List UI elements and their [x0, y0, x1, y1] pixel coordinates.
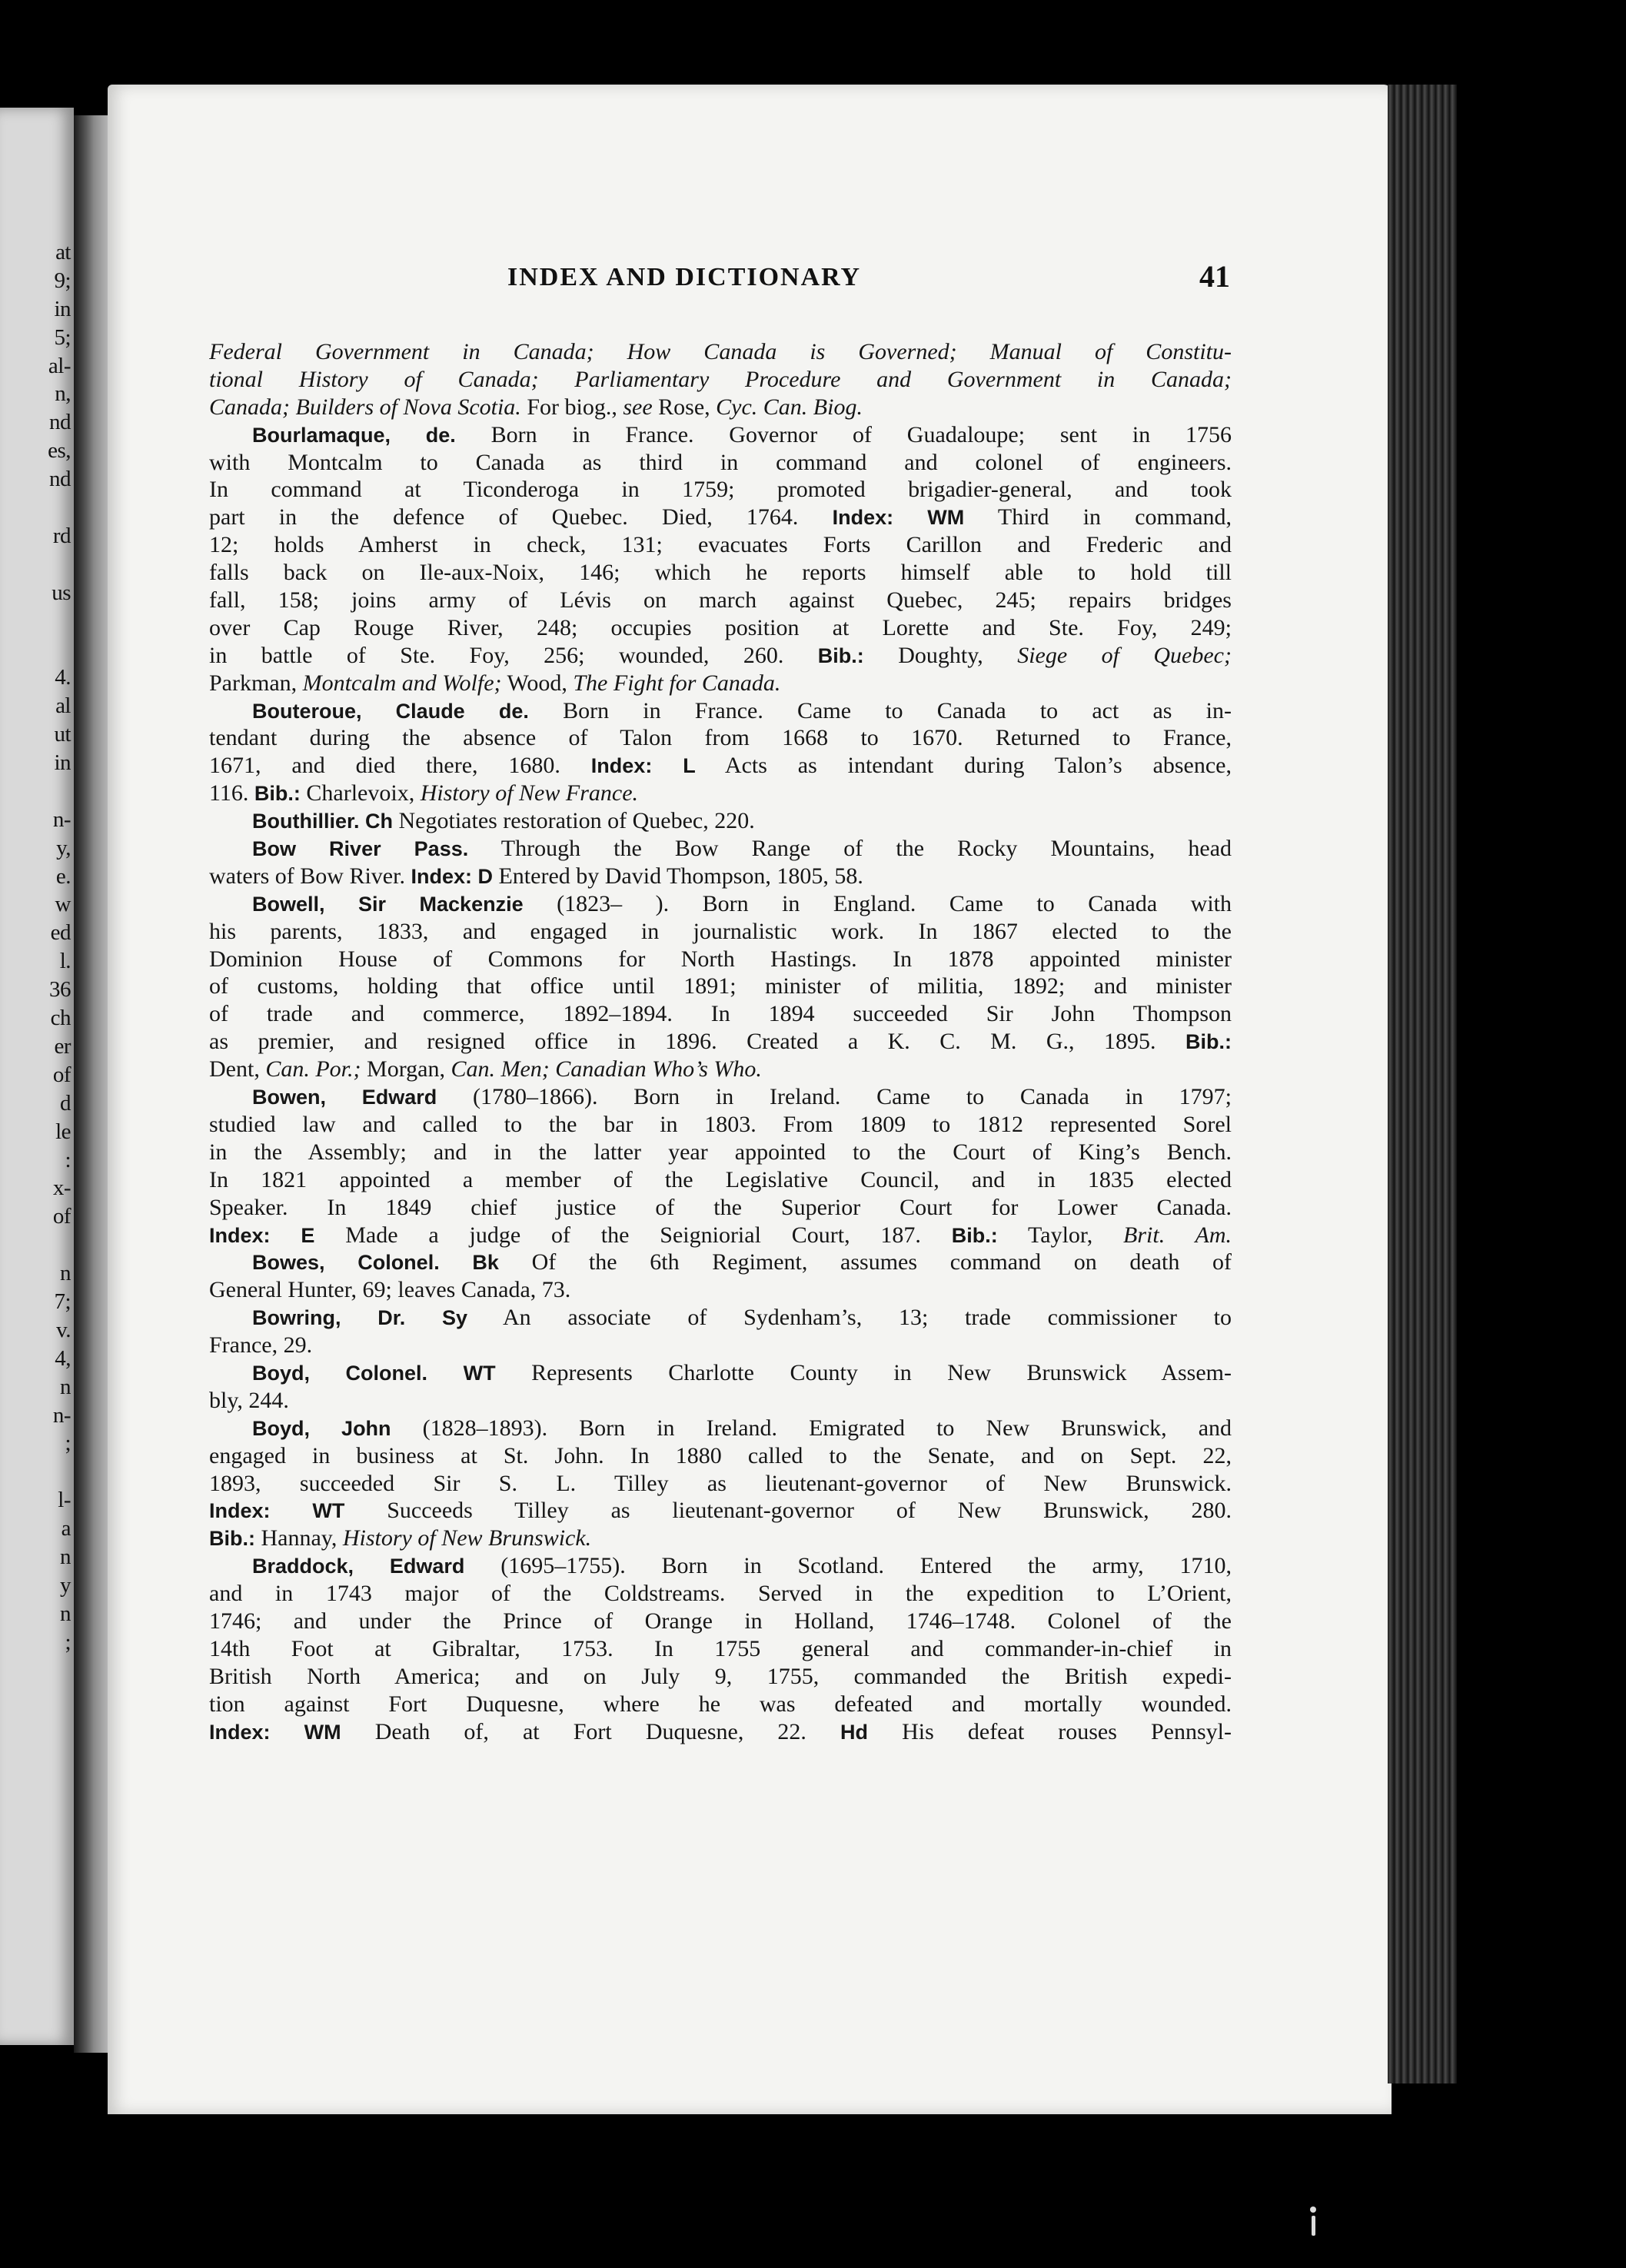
- text-segment: [893, 504, 927, 530]
- text-segment: Acts as intendant during Talon’s absence,: [695, 753, 1232, 779]
- text-segment: his parents, 1833, and engaged in journalistic work. In 1867 elected to the: [209, 918, 1232, 944]
- facing-page-fragment: ut: [54, 722, 71, 747]
- entry-keyword: Index:: [590, 754, 653, 778]
- facing-page-fragment: [0, 607, 77, 636]
- text-line: [209, 1359, 1232, 1387]
- facing-page-fragment: ed: [50, 920, 71, 946]
- text-line: [209, 1139, 1232, 1166]
- text-line: [209, 642, 1232, 670]
- text-line: [209, 614, 1232, 642]
- italic-text: The Fight for Canada.: [573, 670, 781, 696]
- text-line: [209, 476, 1232, 504]
- text-segment: Doughty,: [863, 642, 1018, 668]
- entry-keyword: Bib.:: [817, 643, 864, 667]
- facing-page-fragment: of: [52, 1062, 71, 1087]
- text-line: [209, 1249, 1232, 1276]
- text-segment: over Cap Rouge River, 248; occupies position at Lorette and Ste. Foy, 249;: [209, 614, 1232, 640]
- entry-keyword: E: [301, 1223, 315, 1247]
- italic-text: Siege of Quebec;: [1017, 642, 1232, 668]
- text-line: [209, 1083, 1232, 1111]
- text-line: [209, 1166, 1232, 1194]
- text-line: [209, 1580, 1232, 1608]
- text-segment: Death of, at Fort Duquesne, 22.: [341, 1718, 841, 1744]
- facing-page-fragment: d: [60, 1090, 71, 1116]
- text-line: [209, 587, 1232, 614]
- text-line: [209, 890, 1232, 918]
- entry-keyword: Bowes, Colonel.: [252, 1251, 440, 1275]
- facing-page-fragment: n-: [52, 806, 71, 832]
- text-line: [209, 366, 1232, 394]
- entry-keyword: Index:: [411, 864, 472, 888]
- entry-keyword: Index:: [209, 1499, 271, 1523]
- text-segment: [271, 1719, 304, 1744]
- entry-keyword: Bowring, Dr.: [252, 1306, 406, 1330]
- facing-page-fragment: a: [61, 1516, 71, 1541]
- text-segment: Entered by David Thompson, 1805, 58.: [492, 863, 863, 889]
- facing-page-fragment: rd: [52, 523, 71, 548]
- facing-page-fragment: nd: [49, 467, 71, 492]
- entry-keyword: Index:: [832, 506, 894, 530]
- text-line: [209, 421, 1232, 449]
- text-segment: His defeat rouses Pennsyl-: [868, 1718, 1232, 1744]
- facing-page-fragment: [0, 550, 77, 579]
- text-segment: British North America; and on July 9, 1755, commanded the British expedi-: [209, 1663, 1232, 1689]
- entry-keyword: WM: [927, 506, 965, 530]
- text-segment: falls back on Ile-aux-Noix, 146; which he reports himself able to hold till: [209, 560, 1232, 586]
- text-line: [209, 1056, 1232, 1083]
- facing-page-fragment: ;: [65, 1431, 71, 1456]
- text-segment: fall, 158; joins army of Lévis on march against Quebec, 245; repairs bridges: [209, 587, 1232, 614]
- facing-page-fragment: y,: [56, 835, 71, 860]
- facing-page-fragment: [0, 1231, 77, 1259]
- entry-keyword: Bib.:: [1185, 1030, 1232, 1054]
- facing-page-fragment: 4,: [55, 1345, 71, 1371]
- text-line: [209, 1000, 1232, 1028]
- text-line: [209, 531, 1232, 559]
- text-segment: Morgan,: [361, 1056, 451, 1082]
- text-segment: Negotiates restoration of Quebec, 220.: [393, 808, 755, 834]
- facing-page-fragment: n: [60, 1374, 71, 1399]
- text-segment: of trade and commerce, 1892–1894. In 1894 succeeded Sir John Thompson: [209, 1001, 1232, 1027]
- facing-page-fragment: 7;: [54, 1289, 71, 1314]
- text-segment: part in the defence of Quebec. Died, 1764.: [209, 504, 833, 530]
- italic-text: tional History of Canada; Parliamentary Procedure and Government in Canada;: [209, 366, 1232, 392]
- entry-keyword: Hd: [840, 1720, 869, 1744]
- facing-page-fragment: n: [60, 1601, 71, 1626]
- text-segment: Charlevoix,: [300, 780, 421, 806]
- text-line: [209, 863, 1232, 890]
- running-header: [200, 255, 1230, 301]
- entry-keyword: Index:: [209, 1720, 271, 1744]
- facing-page-fragment: er: [54, 1033, 71, 1059]
- italic-text: Can. Men; Canadian Who’s Who.: [451, 1056, 762, 1082]
- entry-keyword: Bowen, Edward: [252, 1086, 437, 1109]
- facing-page-fragment: in: [54, 296, 71, 321]
- facing-page-fragment: 9;: [54, 268, 71, 293]
- text-segment: [652, 753, 683, 778]
- text-segment: [405, 1305, 442, 1330]
- facing-page-fragment: n,: [55, 381, 71, 407]
- facing-page-fragment: nd: [49, 410, 71, 435]
- text-line: [209, 1276, 1232, 1304]
- entry-keyword: D: [477, 864, 493, 888]
- text-segment: Wood,: [501, 670, 574, 696]
- text-segment: Made a judge of the Seigniorial Court, 187.: [314, 1222, 952, 1248]
- text-segment: 1746; and under the Prince of Orange in Holland, 1746–1748. Colonel of the: [209, 1608, 1232, 1634]
- facing-page-fragment: 36: [49, 977, 71, 1003]
- entry-keyword: Bouteroue, Claude de.: [252, 699, 529, 723]
- text-segment: tendant during the absence of Talon from 1668 to 1670. Returned to France,: [209, 725, 1232, 751]
- facing-page-fragment: w: [55, 892, 71, 917]
- dictionary-entries: [209, 338, 1232, 1745]
- text-segment: [427, 1360, 464, 1385]
- entry-keyword: Braddock, Edward: [252, 1555, 465, 1578]
- running-title: INDEX AND DICTIONARY: [507, 263, 862, 291]
- text-line: [209, 1332, 1232, 1359]
- entry-keyword: Bib.:: [951, 1223, 998, 1247]
- entry-keyword: Bk: [472, 1251, 499, 1275]
- facing-page-fragment: ;: [65, 1629, 71, 1654]
- text-segment: General Hunter, 69; leaves Canada, 73.: [209, 1277, 571, 1303]
- text-line: [209, 504, 1232, 531]
- italic-text: Federal Government in Canada; How Canada is Governed; Manual of Constitu-: [209, 339, 1232, 364]
- text-line: [209, 394, 1232, 421]
- facing-page-fragment: n: [60, 1261, 71, 1286]
- text-segment: Represents Charlotte County in New Brunswick Assem-: [495, 1359, 1232, 1385]
- facing-page-fragment: in: [54, 750, 71, 776]
- text-line: [209, 1497, 1232, 1525]
- entry-keyword: Boyd, Colonel.: [252, 1361, 428, 1385]
- text-line: [209, 697, 1232, 725]
- text-line: [209, 1525, 1232, 1552]
- text-segment: in the Assembly; and in the latter year appointed to the Court of King’s Bench.: [209, 1139, 1232, 1165]
- italic-text: History of New Brunswick.: [342, 1525, 592, 1551]
- text-line: [209, 724, 1232, 752]
- text-line: [209, 1194, 1232, 1222]
- entry-keyword: L: [683, 754, 696, 778]
- text-segment: waters of Bow River.: [209, 863, 411, 889]
- entry-keyword: WT: [463, 1361, 496, 1385]
- text-segment: tion against Fort Duquesne, where he was defeated and mortally wounded.: [209, 1691, 1232, 1717]
- text-line: [209, 1470, 1232, 1498]
- text-line: [209, 752, 1232, 780]
- facing-page-fragment: y: [60, 1572, 71, 1598]
- facing-page-fragment: 5;: [54, 324, 71, 350]
- text-segment: engaged in business at St. John. In 1880 called to the Senate, and on Sept. 22,: [209, 1442, 1232, 1468]
- italic-text: Brit. Am.: [1123, 1222, 1232, 1248]
- facing-page-fragment: [0, 1458, 77, 1486]
- facing-page-fragment: x-: [52, 1176, 71, 1201]
- facing-page-fragment: e.: [55, 863, 71, 889]
- text-segment: In 1821 appointed a member of the Legislative Council, and in 1835 elected: [209, 1166, 1232, 1192]
- text-segment: An associate of Sydenham’s, 13; trade commissioner to: [467, 1305, 1232, 1331]
- entry-keyword: WM: [304, 1720, 341, 1744]
- text-line: [209, 670, 1232, 697]
- text-line: [209, 1552, 1232, 1580]
- entry-keyword: Bouthillier.: [252, 810, 360, 833]
- text-segment: Born in France. Came to Canada to act as in-: [528, 697, 1232, 723]
- entry-keyword: Sy: [441, 1306, 467, 1330]
- text-segment: Hannay,: [255, 1525, 343, 1551]
- italic-text: History of New France.: [420, 780, 639, 806]
- film-specks: [1307, 2206, 1319, 2237]
- text-segment: Speaker. In 1849 chief justice of the Superior Court for Lower Canada.: [209, 1194, 1232, 1220]
- entry-keyword: Bib.:: [209, 1527, 255, 1551]
- italic-text: Can. Por.;: [265, 1056, 361, 1082]
- text-segment: in battle of Ste. Foy, 256; wounded, 260.: [209, 642, 818, 668]
- italic-text: Montcalm and Wolfe;: [302, 670, 502, 696]
- text-segment: with Montcalm to Canada as third in command and colonel of engineers.: [209, 449, 1232, 475]
- text-segment: Taylor,: [997, 1222, 1124, 1248]
- text-segment: Through the Bow Range of the Rocky Mountains, head: [468, 836, 1232, 862]
- text-segment: of customs, holding that office until 1891; minister of militia, 1892; and minister: [209, 973, 1232, 999]
- text-line: [209, 835, 1232, 863]
- entry-keyword: Boyd, John: [252, 1416, 391, 1440]
- facing-page-fragment: 4.: [55, 665, 71, 690]
- text-segment: Rose,: [652, 394, 717, 420]
- text-segment: [360, 808, 366, 833]
- book-gutter: [74, 115, 108, 2053]
- facing-page-fragment: v.: [56, 1317, 71, 1342]
- text-segment: and in 1743 major of the Coldstreams. Served in the expedition to L’Orient,: [209, 1581, 1232, 1607]
- text-segment: 12; holds Amherst in check, 131; evacuates Forts Carillon and Frederic and: [209, 532, 1232, 558]
- text-segment: Parkman,: [209, 670, 303, 696]
- facing-page-fragment: n-: [52, 1402, 71, 1428]
- text-line: [209, 1415, 1232, 1442]
- text-segment: 14th Foot at Gibraltar, 1753. In 1755 general and commander-in-chief in: [209, 1635, 1232, 1661]
- text-segment: [271, 1498, 313, 1523]
- facing-page-fragment: [0, 635, 77, 663]
- text-line: [209, 1608, 1232, 1635]
- facing-page-fragment: ch: [50, 1006, 71, 1031]
- text-segment: Dominion House of Commons for North Hastings. In 1878 appointed minister: [209, 946, 1232, 972]
- facing-page-fragment: n: [60, 1544, 71, 1569]
- text-line: [209, 973, 1232, 1000]
- text-segment: 1893, succeeded Sir S. L. Tilley as lieutenant-governor of New Brunswick.: [209, 1470, 1232, 1496]
- entry-keyword: Ch: [365, 810, 394, 833]
- text-line: [209, 780, 1232, 807]
- entry-keyword: Bowell, Sir Mackenzie: [252, 892, 524, 916]
- italic-text: Canada; Builders of Nova Scotia.: [209, 394, 521, 420]
- entry-keyword: Bib.:: [254, 782, 301, 806]
- text-segment: Succeeds Tilley as lieutenant-governor of New Brunswick, 280.: [344, 1498, 1232, 1524]
- text-line: [209, 1222, 1232, 1249]
- text-line: [209, 1635, 1232, 1663]
- text-segment: (1695–1755). Born in Scotland. Entered the army, 1710,: [464, 1553, 1232, 1579]
- facing-page-fragment: al: [55, 693, 71, 719]
- text-line: [209, 1111, 1232, 1139]
- text-line: [209, 1028, 1232, 1056]
- text-segment: bly, 244.: [209, 1387, 289, 1413]
- text-line: [209, 338, 1232, 366]
- italic-text: Cyc. Can. Biog.: [716, 394, 863, 420]
- entry-keyword: WT: [312, 1499, 345, 1523]
- italic-text: see: [623, 394, 653, 420]
- text-line: [209, 946, 1232, 973]
- text-segment: [271, 1222, 301, 1248]
- text-segment: For biog.,: [520, 394, 623, 420]
- text-line: [209, 1387, 1232, 1415]
- text-segment: as premier, and resigned office in 1896. Created a K. C. M. G., 1895.: [209, 1029, 1185, 1055]
- text-line: [209, 918, 1232, 946]
- page-number: 41: [1199, 259, 1230, 294]
- text-segment: [440, 1249, 473, 1275]
- text-segment: France, 29.: [209, 1332, 313, 1358]
- text-segment: Dent,: [209, 1056, 266, 1082]
- facing-page-fragment: [0, 777, 77, 806]
- facing-page-fragment: es,: [48, 438, 71, 464]
- text-line: [209, 1718, 1232, 1746]
- facing-page-fragment: al-: [48, 353, 71, 378]
- text-line: [209, 1663, 1232, 1691]
- text-segment: 1671, and died there, 1680.: [209, 753, 591, 779]
- facing-page-fragment: of: [52, 1204, 71, 1229]
- facing-page-fragment: le: [55, 1119, 71, 1144]
- text-segment: Third in command,: [964, 504, 1232, 530]
- facing-page-fragment: [0, 494, 77, 522]
- facing-page-fragment: l.: [59, 949, 71, 974]
- text-segment: (1780–1866). Born in Ireland. Came to Canada in 1797;: [437, 1084, 1232, 1110]
- entry-keyword: Bow River Pass.: [252, 837, 469, 861]
- text-line: [209, 1304, 1232, 1332]
- entry-keyword: Bourlamaque, de.: [252, 423, 456, 447]
- facing-page-fragment: us: [52, 580, 71, 605]
- text-segment: (1828–1893). Born in Ireland. Emigrated to New Brunswick, and: [391, 1415, 1232, 1441]
- text-segment: Born in France. Governor of Guadaloupe; sent in 1756: [455, 421, 1232, 447]
- facing-page-fragment: at: [55, 240, 71, 264]
- entry-keyword: Index:: [209, 1223, 271, 1247]
- text-line: [209, 449, 1232, 477]
- text-line: [209, 807, 1232, 835]
- text-segment: studied law and called to the bar in 1803. From 1809 to 1812 represented Sorel: [209, 1111, 1232, 1137]
- text-line: [209, 1691, 1232, 1718]
- text-segment: 116.: [209, 780, 254, 806]
- text-line: [209, 559, 1232, 587]
- text-segment: In command at Ticonderoga in 1759; promoted brigadier-general, and took: [209, 477, 1232, 503]
- text-line: [209, 1442, 1232, 1470]
- facing-page-fragment: :: [65, 1147, 71, 1172]
- text-segment: (1823– ). Born in England. Came to Canada with: [523, 890, 1232, 916]
- page-edges: [1388, 85, 1457, 2083]
- facing-page-fragment: l-: [58, 1488, 71, 1513]
- text-segment: Of the 6th Regiment, assumes command on death of: [498, 1249, 1232, 1275]
- facing-page-text-fragments: [0, 238, 77, 1657]
